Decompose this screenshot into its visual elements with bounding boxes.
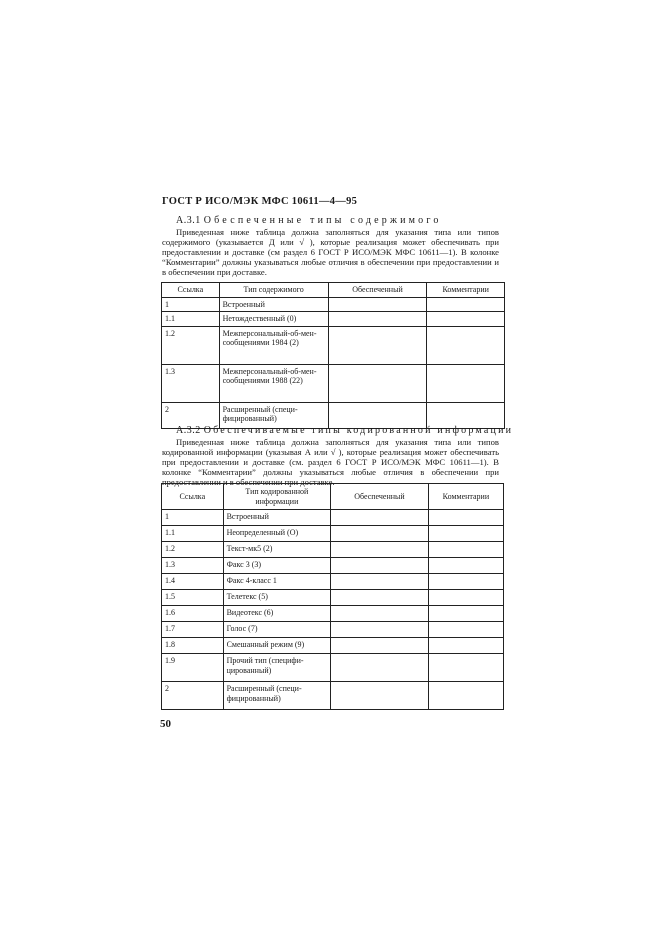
cell-ref: 1.2 — [162, 326, 220, 364]
table-row — [162, 326, 505, 364]
table-row — [162, 510, 504, 526]
table-row — [162, 590, 504, 606]
cell-supported[interactable] — [331, 590, 429, 606]
cell-supported[interactable] — [331, 558, 429, 574]
cell-type: Межперсональный-об-мен-сообщениями 1988 (22) — [219, 364, 328, 402]
cell-type: Голос (7) — [223, 622, 331, 638]
section2-paragraph — [162, 437, 499, 487]
cell-comments[interactable] — [428, 542, 503, 558]
cell-comments[interactable] — [428, 510, 503, 526]
cell-ref: 1.1 — [162, 312, 220, 327]
cell-type: Прочий тип (специфи-цированный) — [223, 654, 331, 682]
cell-supported[interactable] — [331, 606, 429, 622]
col-comments: Комментарии — [428, 484, 503, 510]
cell-type: Видеотекс (6) — [223, 606, 331, 622]
cell-ref: 1.4 — [162, 574, 224, 590]
table-row — [162, 558, 504, 574]
cell-comments[interactable] — [427, 312, 505, 327]
col-supported: Обеспеченный — [328, 283, 427, 298]
cell-supported[interactable] — [328, 326, 427, 364]
table-row — [162, 364, 505, 402]
cell-comments[interactable] — [428, 682, 503, 710]
cell-ref: 1 — [162, 510, 224, 526]
cell-ref: 1.9 — [162, 654, 224, 682]
cell-comments[interactable] — [427, 297, 505, 312]
table-row — [162, 654, 504, 682]
cell-type: Смешанный режим (9) — [223, 638, 331, 654]
content-types-table — [161, 282, 505, 429]
cell-comments[interactable] — [428, 638, 503, 654]
cell-comments[interactable] — [428, 606, 503, 622]
table-row — [162, 622, 504, 638]
cell-supported[interactable] — [328, 297, 427, 312]
cell-ref: 2 — [162, 402, 220, 428]
cell-type: Факс 3 (3) — [223, 558, 331, 574]
coded-info-types-table — [161, 483, 504, 710]
table-row — [162, 574, 504, 590]
col-type: Тип содержимого — [219, 283, 328, 298]
cell-supported[interactable] — [331, 638, 429, 654]
section1-text: Приведенная ниже таблица должна заполняться для указания типа или типов содержимого (указывается Д или √ ), которые реализация может обеспечивать при предоставлении и доставке (см раздел 6 ГОСТ Р ИСО/МЭК МФС 10611—1). В колонке “Комментарии” должны указываться любые отличия в обеспечении при предоставлении и в обеспечении при доставке. — [162, 227, 499, 277]
cell-supported[interactable] — [331, 682, 429, 710]
section2-heading — [176, 425, 513, 436]
cell-type: Расширенный (специ-фицированный) — [219, 402, 328, 428]
section2-title: Обеспечиваемые типы кодированной информации — [203, 425, 514, 436]
page-number: 50 — [160, 718, 171, 730]
document-header: ГОСТ Р ИСО/МЭК МФС 10611—4—95 — [162, 196, 358, 207]
cell-ref: 1.7 — [162, 622, 224, 638]
cell-ref: 1.2 — [162, 542, 224, 558]
table-row — [162, 606, 504, 622]
col-type: Тип кодированной информации — [223, 484, 331, 510]
cell-type: Расширенный (специ-фицированный) — [223, 682, 331, 710]
cell-supported[interactable] — [331, 654, 429, 682]
cell-comments[interactable] — [428, 590, 503, 606]
cell-supported[interactable] — [331, 542, 429, 558]
section2-text: Приведенная ниже таблица должна заполняться для указания типа или типов кодированной информации (указывая А или √ ), которые реализация может обеспечивать при предоставлении и доставке (см. раздел 6 ГОСТ Р ИСО/МЭК МФС 10611—1). В колонке “Комментарии” должны указываться любые отличия в обеспечении при предоставлении и в обеспечении при доставке. — [162, 437, 499, 487]
table-row — [162, 312, 505, 327]
section1-paragraph — [162, 227, 499, 277]
table-row — [162, 682, 504, 710]
cell-comments[interactable] — [428, 654, 503, 682]
cell-supported[interactable] — [328, 312, 427, 327]
table-row — [162, 297, 505, 312]
cell-supported[interactable] — [331, 622, 429, 638]
cell-comments[interactable] — [427, 364, 505, 402]
section2-number: А.3.2 — [176, 425, 201, 436]
cell-type: Нетождественный (0) — [219, 312, 328, 327]
cell-supported[interactable] — [331, 574, 429, 590]
cell-comments[interactable] — [428, 526, 503, 542]
cell-type: Неопределенный (О) — [223, 526, 331, 542]
col-supported: Обеспеченный — [331, 484, 429, 510]
cell-type: Телетекс (5) — [223, 590, 331, 606]
cell-ref: 1.5 — [162, 590, 224, 606]
table-row — [162, 638, 504, 654]
cell-type: Встроенный — [223, 510, 331, 526]
cell-ref: 1 — [162, 297, 220, 312]
col-ref: Ссылка — [162, 283, 220, 298]
section1-title: Обеспеченные типы содержимого — [203, 215, 442, 226]
cell-type: Факс 4-класс 1 — [223, 574, 331, 590]
cell-ref: 2 — [162, 682, 224, 710]
cell-type: Текст-мк5 (2) — [223, 542, 331, 558]
cell-ref: 1.8 — [162, 638, 224, 654]
cell-type: Межперсональный-об-мен-сообщениями 1984 (2) — [219, 326, 328, 364]
cell-ref: 1.6 — [162, 606, 224, 622]
cell-supported[interactable] — [331, 526, 429, 542]
cell-comments[interactable] — [428, 622, 503, 638]
col-comments: Комментарии — [427, 283, 505, 298]
section1-number: А.3.1 — [176, 215, 201, 226]
cell-comments[interactable] — [428, 574, 503, 590]
cell-supported[interactable] — [328, 364, 427, 402]
table-row — [162, 542, 504, 558]
cell-supported[interactable] — [331, 510, 429, 526]
section1-heading — [176, 215, 442, 226]
table-row — [162, 526, 504, 542]
cell-comments[interactable] — [428, 558, 503, 574]
cell-ref: 1.3 — [162, 558, 224, 574]
cell-type: Встроенный — [219, 297, 328, 312]
col-ref: Ссылка — [162, 484, 224, 510]
cell-ref: 1.3 — [162, 364, 220, 402]
cell-comments[interactable] — [427, 326, 505, 364]
cell-ref: 1.1 — [162, 526, 224, 542]
